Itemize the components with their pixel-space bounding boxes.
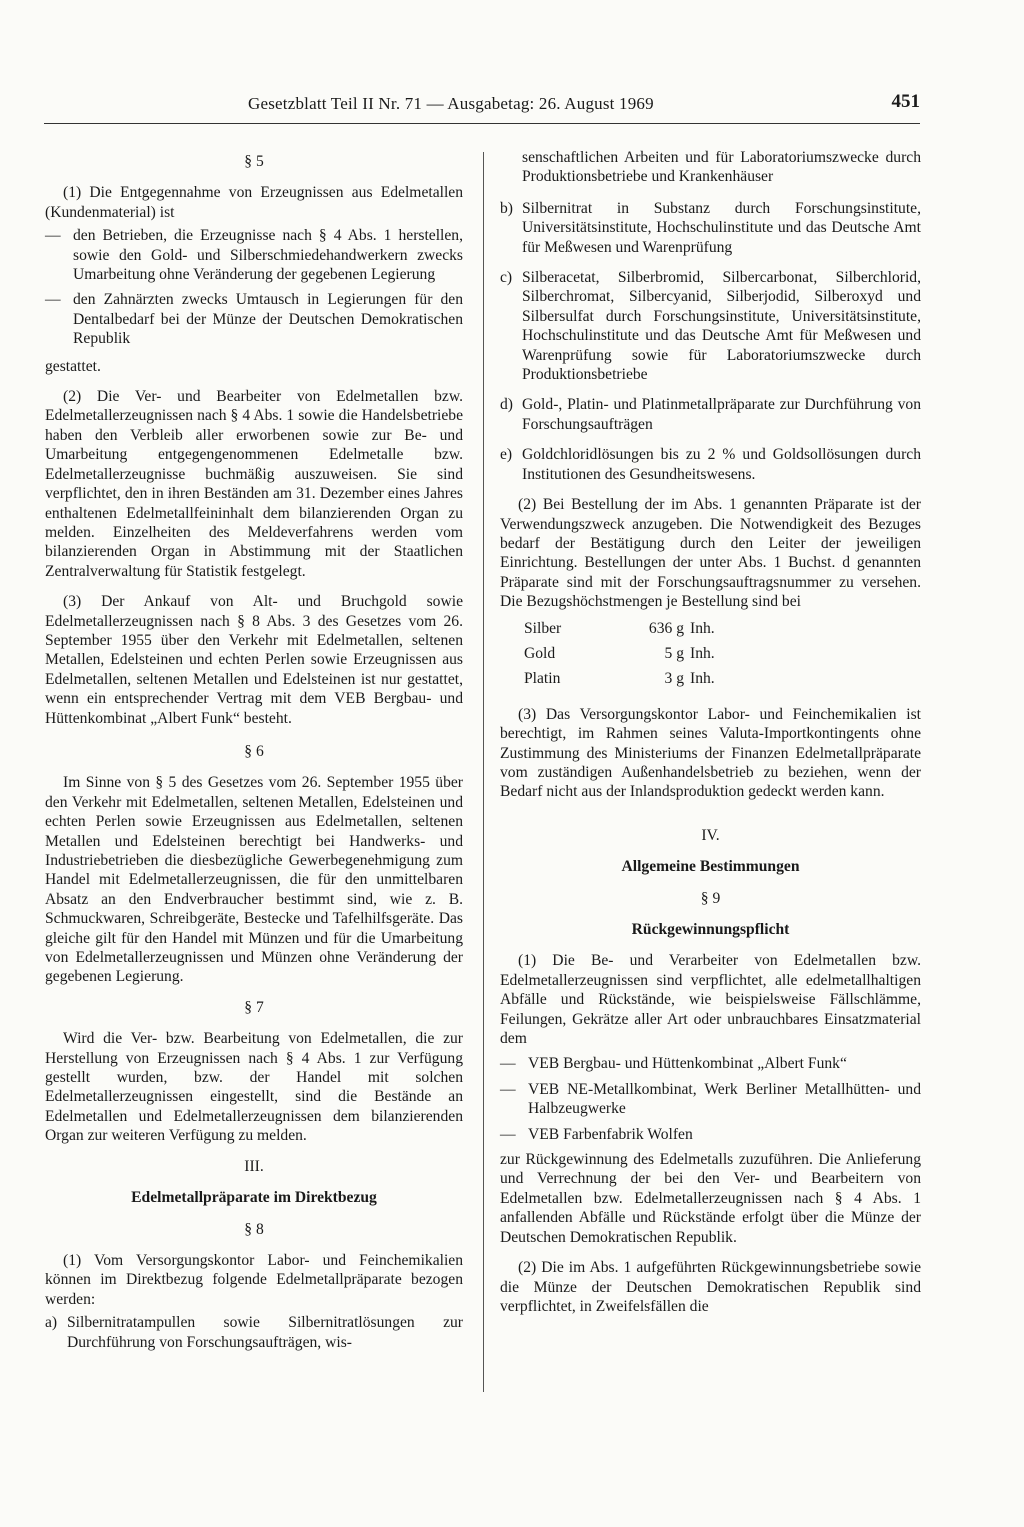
section-9-para-2: (2) Die im Abs. 1 aufgeführten Rückgewinnungsbetriebe sowie die Münze der Deutschen Demokratischen Republik sind verpflichtet, in Zweifelsfällen die [500, 1259, 921, 1315]
metal-amount: 3 g [664, 670, 684, 688]
dash-item [500, 1080, 921, 1119]
section-7-heading: § 7 [244, 998, 264, 1016]
right-column [500, 148, 921, 1327]
dash-text: den Betrieben, die Erzeugnisse nach § 4 Abs. 1 herstellen, sowie den Gold- und Silberschmiedehandwerkern zwecks Umarbeitung ohne Veränderung der gegebenen Legierung [73, 227, 463, 284]
dash-item [45, 226, 463, 284]
item-text: Silberacetat, Silberbromid, Silbercarbonat, Silberchlorid, Silberchromat, Silbercyanid, Silberjodid, Silberoxyd und Silbersulfat durch Forschungsinstitute, Universitätsinstitute, Hochschulinstitute und das Deutsche Amt für Meßwesen und Warenprüfung sowie für Laboratoriumszwecke durch Produktionsbetriebe [522, 269, 921, 384]
item-marker: d) [500, 396, 513, 414]
metal-amount: 636 g [648, 619, 684, 637]
dash-marker: — [500, 1080, 516, 1098]
item-marker: a) [45, 1314, 58, 1332]
part-4-number: IV. [701, 826, 720, 844]
part-3-title: Edelmetallpräparate im Direktbezug [131, 1189, 377, 1207]
item-marker: e) [500, 446, 513, 464]
list-item [500, 445, 921, 484]
section-5-heading: § 5 [244, 153, 264, 170]
item-marker: b) [500, 199, 513, 217]
section-8-heading: § 8 [244, 1220, 264, 1238]
table-row [524, 641, 715, 666]
max-quantities-table [524, 616, 715, 692]
dash-text: VEB NE-Metallkombinat, Werk Berliner Metallhütten- und Halbzeugwerke [528, 1080, 921, 1118]
dash-marker: — [500, 1055, 516, 1073]
table-row [524, 666, 715, 691]
list-item [500, 268, 921, 384]
dash-item [500, 1054, 921, 1073]
page-header [230, 92, 920, 120]
section-8-para-1: (1) Vom Versorgungskontor Labor- und Feinchemikalien können im Direktbezug folgende Edelmetallpräparate bezogen werden: [45, 1251, 463, 1308]
list-item [45, 1313, 463, 1352]
item-a-continuation: senschaftlichen Arbeiten und für Laboratoriumszwecke durch Produktionsbetriebe und Krankenhäuser [522, 149, 921, 186]
table-row [524, 616, 715, 641]
list-item [500, 395, 921, 434]
section-8-para-2: (2) Bei Bestellung der im Abs. 1 genannten Präparate ist der Verwendungszweck anzugeben. Die Notwendigkeit des Bezuges bedarf der Bestätigung durch den Leiter der jeweiligen Einrichtung. Bestellungen der unter Abs. 1 Buchst. d genannten Präparate sind mit der Forschungsauftragsnummer zu versehen. Die Bezugshöchstmengen je Bestellung sind bei [500, 496, 921, 611]
metal-name: Gold [524, 644, 556, 662]
dash-marker: — [500, 1125, 516, 1143]
section-9-para-1: (1) Die Be- und Verarbeiter von Edelmetallen bzw. Edelmetallerzeugnissen sind verpflichtet, alle edelmetallhaltigen Abfälle und Rückstände, wie beispielsweise Fällschlämme, Feilungen, Gekrätze aller Art oder unbrauchbares Einsatzmaterial dem [500, 952, 921, 1048]
page-number: 451 [891, 91, 920, 112]
dash-text: VEB Bergbau- und Hüttenkombinat „Albert Funk“ [528, 1055, 847, 1073]
dash-marker: — [45, 291, 61, 309]
column-divider [483, 152, 484, 1392]
dash-item [500, 1125, 921, 1144]
item-text: Goldchloridlösungen bis zu 2 % und Goldsollösungen durch Institutionen des Gesundheitswesens. [522, 446, 921, 483]
part-3-number: III. [244, 1157, 264, 1175]
item-text: Silbernitratampullen sowie Silbernitratlösungen zur Durchführung von Forschungsaufträgen, wis- [67, 1314, 463, 1351]
metal-name: Platin [524, 670, 561, 688]
section-8-para-3: (3) Das Versorgungskontor Labor- und Feinchemikalien ist berechtigt, im Rahmen seines Valuta-Importkontingents ohne Zustimmung des Ministeriums der Finanzen Edelmetallpräparate vom zuständigen Außenhandelsbetrieb zu beziehen, wenn der Bedarf nicht aus der Inlandsproduktion gedeckt werden kann. [500, 705, 921, 801]
section-9-para-1-tail: zur Rückgewinnung des Edelmetalls zuzuführen. Die Anlieferung und Verrechnung der bei den Ver- und Bearbeitern von Edelmetallen bzw. Edelmetallerzeugnissen nach § 4 Abs. 1 anfallenden Abfälle und Rückstände erfolgt über die Münze der Deutschen Demokratischen Republik. [500, 1151, 921, 1246]
section-6-para: Im Sinne von § 5 des Gesetzes vom 26. September 1955 über den Verkehr mit Edelmetallen, seltenen Metallen, Edelsteinen und echten Perlen sowie Erzeugnissen aus Edelmetallen, seltenen Metallen und Edelsteinen berechtigt bei Handwerks- und Industriebetrieben die diesbezügliche Gewerbegenehmigung zum Handel mit Edelmetallerzeugnissen, die für den unmittelbaren Absatz an den Endverbraucher bestimmt sind, wie z. B. Schmuckwaren, Schreibgeräte, Bestecke und Tafelhilfsgeräte. Das gleiche gilt für den Handel mit Münzen und für die Umarbeitung von Edelmetallerzeugnissen und Münzen ohne Veränderung der gegebenen Legierung. [45, 774, 463, 986]
section-5-tail: gestattet. [45, 357, 101, 375]
left-column [45, 148, 463, 1363]
header-rule [44, 123, 920, 124]
metal-unit: Inh. [690, 644, 715, 662]
metal-unit: Inh. [690, 619, 715, 637]
metal-unit: Inh. [690, 670, 715, 688]
dash-text: den Zahnärzten zwecks Umtausch in Legierungen für den Dentalbedarf bei der Münze der Deutschen Demokratischen Republik [73, 291, 463, 348]
dash-item [45, 290, 463, 348]
dash-marker: — [45, 227, 61, 245]
item-text: Gold-, Platin- und Platinmetallpräparate zur Durchführung von Forschungsaufträgen [522, 396, 921, 433]
section-7-para: Wird die Ver- bzw. Bearbeitung von Edelmetallen, die zur Herstellung von Erzeugnissen nach § 4 Abs. 1 zur Verfügung gestellt wurden, bzw. der Handel mit solchen Edelmetallerzeugnissen eingestellt, sind die Bestände an Edelmetallen und Edelmetallerzeugnissen dem bilanzierenden Organ zur weiteren Verfügung zu melden. [45, 1030, 463, 1145]
metal-amount: 5 g [664, 644, 684, 662]
section-9-heading: § 9 [700, 889, 721, 907]
dash-text: VEB Farbenfabrik Wolfen [528, 1125, 693, 1143]
item-text: Silbernitrat in Substanz durch Forschungsinstitute, Universitätsinstitute, Hochschulinstitute und das Deutsche Amt für Meßwesen und Warenprüfung [522, 199, 921, 256]
section-9-title: Rückgewinnungspflicht [631, 921, 790, 938]
section-6-heading: § 6 [244, 742, 264, 760]
section-5-para-2: (2) Die Ver- und Bearbeiter von Edelmetallen bzw. Edelmetallerzeugnissen nach § 4 Abs. 1 sowie die Handelsbetriebe haben den Verbleib aller erworbenen sowie zur Be- und Umarbeitung entgegengenommenen Edelmetalle bzw. Edelmetallerzeugnisse buchmäßig auszuweisen. Sie sind verpflichtet, den in ihren Beständen am 31. Dezember eines Jahres enthaltenen Edelmetallfeininhalt dem bilanzierenden Organ zu melden. Einzelheiten des Meldeverfahrens werden vom bilanzierenden Organ in Abstimmung mit der Staatlichen Zentralverwaltung für Statistik festgelegt. [45, 388, 463, 580]
part-4-title: Allgemeine Bestimmungen [621, 858, 800, 876]
item-marker: c) [500, 269, 513, 287]
gazette-title: Gesetzblatt Teil II Nr. 71 — Ausgabetag: 26. August 1969 [248, 94, 654, 113]
section-5-para-3: (3) Der Ankauf von Alt- und Bruchgold sowie Edelmetallerzeugnissen nach § 8 Abs. 3 des Gesetzes vom 26. September 1955 über den Verkehr mit Edelmetallen, seltenen Metallen, Edelsteinen und echten Perlen sowie Erzeugnissen aus Edelmetallen, seltenen Metallen und Edelsteinen ist nur gestattet, wenn ein entsprechender Vertrag mit dem VEB Bergbau- und Hüttenkombinat „Albert Funk“ besteht. [45, 593, 463, 727]
section-5-para-1: (1) Die Entgegennahme von Erzeugnissen aus Edelmetallen (Kundenmaterial) ist [45, 184, 463, 221]
metal-name: Silber [524, 619, 562, 637]
list-item [500, 199, 921, 257]
